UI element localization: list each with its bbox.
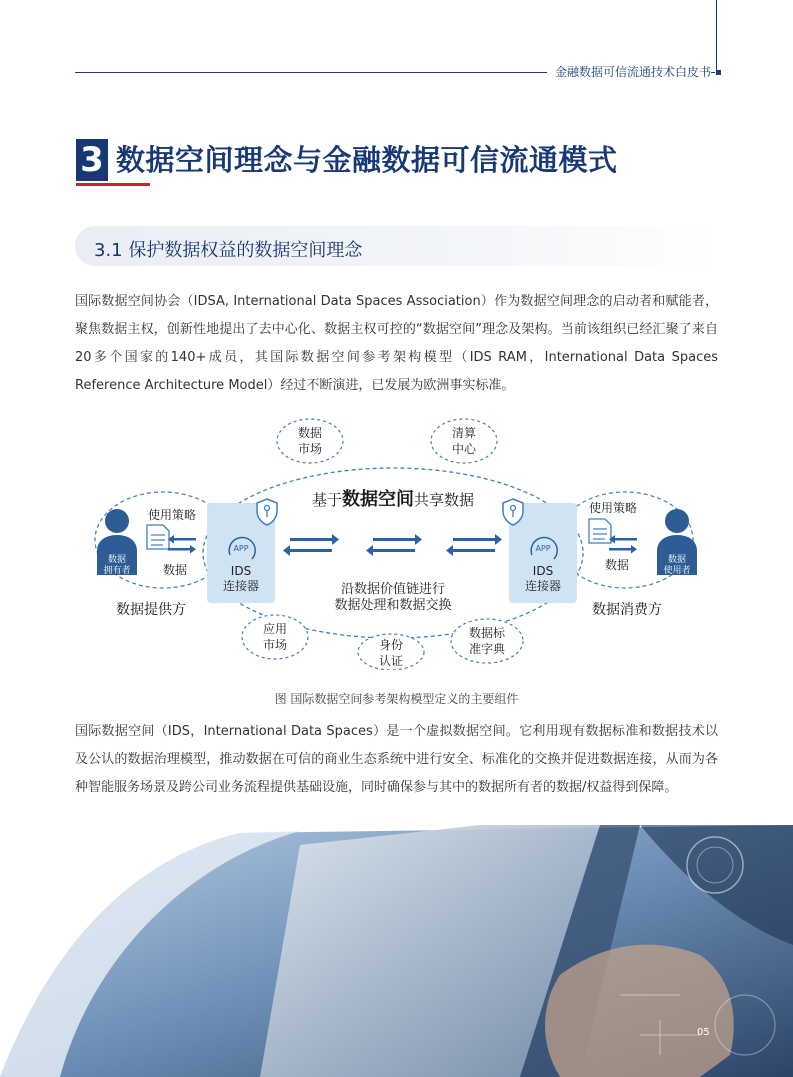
data-consumer-label: 数据消费方 [592, 602, 662, 618]
data-dictionary-label-1: 数据标 [468, 626, 506, 640]
data-user-person-icon [657, 509, 697, 576]
header-vertical-rule [716, 0, 717, 70]
body-paragraph-1: 国际数据空间协会（IDSA, International Data Spaces Association）作为数据空间理念的启动者和赋能者，聚焦数据主权，创新性地提出了去中心化、数据主权可控的“数据空间”理念及架构。当前该组织已经汇聚了来自20多个国家的140+成员，其国际数据空间参考架构模型（IDS RAM，International Data Spaces Reference Architecture Model）经过不断演进，已发展为欧洲事实标准。 [75, 294, 718, 393]
figure-caption: 图 国际数据空间参考架构模型定义的主要组件 [274, 692, 519, 706]
svg-text:拥有者: 拥有者 [103, 566, 131, 576]
data-owner-person-icon [97, 509, 137, 576]
right-connector-label-1: IDS [532, 564, 554, 578]
center-sub-1: 沿数据价值链进行 [340, 582, 446, 597]
left-document-icon [147, 525, 169, 549]
ids-architecture-diagram [75, 415, 715, 670]
section-title: 3.1 保护数据权益的数据空间理念 [94, 240, 363, 261]
svg-text:数据: 数据 [107, 555, 127, 565]
right-policy-label: 使用策略 [588, 501, 638, 515]
body-paragraph-2: 国际数据空间（IDS，International Data Spaces）是一个虚拟数据空间。它利用现有数据标准和数据技术以及公认的数据治理模型，推动数据在可信的商业生态系统中进行安全、标准化的交换并促进数据连接，从而为各种智能服务场景及跨公司业务流程提供基础设施，同时确保参与其中的数据所有者的数据/权益得到保障。 [75, 724, 718, 795]
center-sub-2: 数据处理和数据交换 [334, 598, 452, 613]
left-policy-label: 使用策略 [147, 508, 197, 522]
right-document-icon [589, 519, 611, 543]
running-header-title: 金融数据可信流通技术白皮书 [547, 63, 711, 80]
data-provider-label: 数据提供方 [116, 602, 186, 618]
right-connector-label-2: 连接器 [524, 579, 562, 593]
exchange-arrow-mid-pair [366, 534, 422, 556]
left-connector-label-1: IDS [230, 564, 252, 578]
chapter-underline-accent [76, 183, 150, 186]
chapter-title: 数据空间理念与金融数据可信流通模式 [116, 143, 618, 177]
center-title: 基于数据空间共享数据 [311, 489, 475, 510]
header-square-marker [716, 70, 721, 75]
left-connector-label-2: 连接器 [222, 579, 260, 593]
left-small-arrows [168, 535, 196, 554]
data-market-label-1: 数据 [297, 426, 323, 440]
chapter-number-badge: 3 [76, 139, 108, 181]
data-market-label-2: 市场 [297, 442, 323, 456]
page-number: 05 [697, 1027, 710, 1038]
exchange-arrows [283, 534, 502, 556]
clearing-center-label-1: 清算 [451, 426, 477, 440]
right-small-arrows [609, 535, 637, 554]
identity-label-2: 认证 [378, 654, 404, 668]
laptop-typing-photo [0, 825, 793, 1077]
svg-text:数据: 数据 [667, 555, 687, 565]
data-dictionary-label-2: 准字典 [468, 642, 506, 656]
identity-label-1: 身份 [378, 638, 404, 652]
svg-text:APP: APP [535, 544, 551, 553]
right-data-label: 数据 [604, 558, 630, 572]
clearing-center-label-2: 中心 [451, 442, 477, 456]
exchange-arrow-left-pair [283, 534, 339, 556]
svg-text:使用者: 使用者 [663, 566, 691, 576]
svg-text:APP: APP [233, 544, 249, 553]
app-market-label-2: 市场 [262, 638, 288, 652]
exchange-arrow-right-pair [446, 534, 502, 556]
app-market-label-1: 应用 [262, 622, 288, 636]
left-data-label: 数据 [162, 563, 188, 577]
